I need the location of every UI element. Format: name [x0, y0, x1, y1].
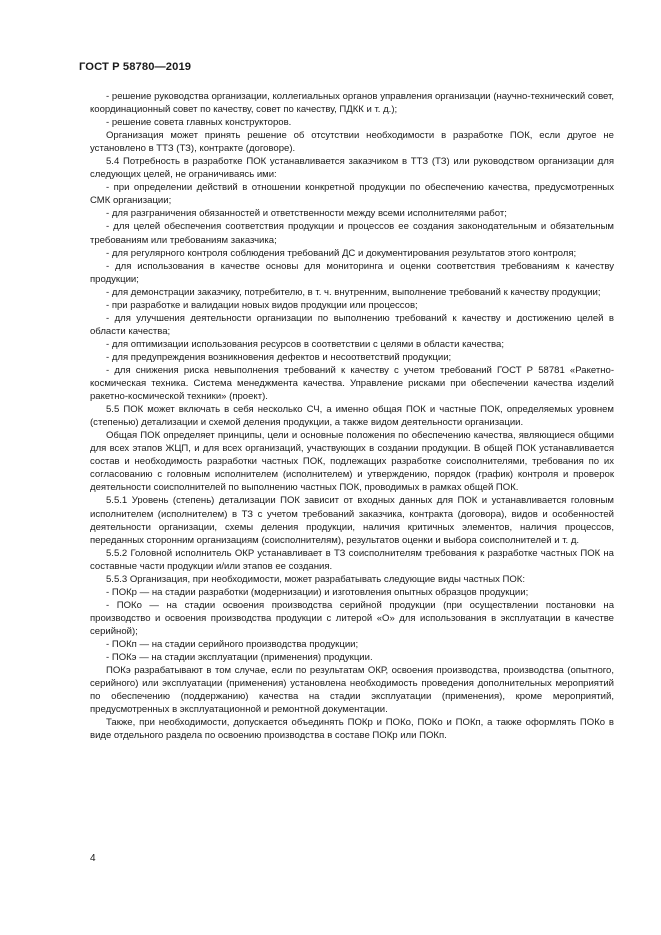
list-item: - ПОКп — на стадии серийного производства продукции;: [106, 638, 359, 650]
section-5-5-3: 5.5.3 Организация, при необходимости, может разрабатывать следующие виды частных ПОК:: [106, 573, 526, 585]
list-item: - при определении действий в отношении конкретной продукции по обеспечению качества, предусмотренных СМК организации;: [90, 182, 614, 207]
paragraph: - решение руководства организации, коллегиальных органов управления организации (научно-технический совет, координационный совет по качеству, совет по качеству, ПДКК и т. д.);: [90, 91, 614, 116]
list-item: - для демонстрации заказчику, потребителю, в т. ч. внутренним, выполнение требований к качеству продукции;: [106, 286, 601, 298]
list-item: - ПОКр — на стадии разработки (модернизации) и изготовления опытных образцов продукции;: [106, 586, 529, 598]
paragraph: - решение совета главных конструкторов.: [106, 117, 292, 129]
paragraph: Также, при необходимости, допускается объединять ПОКр и ПОКо, ПОКо и ПОКп, а также оформлять ПОКо в виде отдельного раздела по освоению производства в составе ПОКр или ПОКп.: [90, 717, 614, 742]
section-5-4: 5.4 Потребность в разработке ПОК устанавливается заказчиком в ТТЗ (ТЗ) или руководством организации для следующих целей, не ограничиваясь ими:: [90, 156, 614, 181]
list-item: - для снижения риска невыполнения требований к качеству с учетом требований ГОСТ Р 58781 «Ракетно-космическая техника. Система менеджмента качества. Управление рисками при обеспечении качества изделий ракетно-космической техники» (проект).: [90, 364, 614, 403]
document-body: [90, 90, 614, 742]
section-5-5: 5.5 ПОК может включать в себя несколько СЧ, а именно общая ПОК и частные ПОК, определяемых уровнем (степенью) детализации и схемой деления продукции, а также видом деятельности организации.: [90, 404, 614, 429]
list-item: - для улучшения деятельности организации по выполнению требований к качеству и достижению целей в области качества;: [90, 312, 614, 337]
standard-header: ГОСТ Р 58780—2019: [79, 61, 192, 73]
page-number: 4: [90, 853, 96, 864]
list-item: - для использования в качестве основы для мониторинга и оценки соответствия требованиям к качеству продукции;: [90, 260, 614, 285]
list-item: - для разграничения обязанностей и ответственности между всеми исполнителями работ;: [106, 208, 507, 220]
list-item: - для целей обеспечения соответствия продукции и процессов ее создания законодательным и обязательным требованиям или требованиям заказчика;: [90, 221, 614, 246]
list-item: - ПОКо — на стадии освоения производства серийной продукции (при осуществлении постановки на производство и освоения производства продукции с литерой «О» для использования в эксплуатации в качестве серийной);: [90, 599, 614, 637]
paragraph: ПОКэ разрабатывают в том случае, если по результатам ОКР, освоения производства, производства (опытного, серийного) или эксплуатации (применения) установлена необходимость проведения дополнительных мероприятий по обеспечению (поддержанию) качества на стадии эксплуатации (применения), кроме мероприятий, предусмотренных в эксплуатационной и ремонтной документации.: [90, 665, 614, 716]
list-item: - ПОКэ — на стадии эксплуатации (применения) продукции.: [106, 652, 373, 664]
list-item: - для предупреждения возникновения дефектов и несоответствий продукции;: [106, 351, 452, 363]
list-item: - для регулярного контроля соблюдения требований ДС и документирования результатов этого контроля;: [106, 247, 577, 259]
list-item: - при разработке и валидации новых видов продукции или процессов;: [106, 299, 418, 311]
paragraph: Организация может принять решение об отсутствии необходимости в разработке ПОК, если другое не установлено в ТТЗ (ТЗ), контракте (договоре).: [90, 130, 614, 155]
paragraph: Общая ПОК определяет принципы, цели и основные положения по обеспечению качества, являющиеся общими для всех этапов ЖЦП, и для всех организаций, участвующих в создании продукции. В общей ПОК устанавливается состав и необходимость разработки частных ПОК, подлежащих разработке соисполнителями, требования по их согласованию с головным исполнителем (исполнителем) и утверждению, порядок (график) контроля и проверок деятельности соисполнителей по выполнению частных ПОК, проводимых в рамках общей ПОК.: [90, 430, 614, 494]
section-5-5-2: 5.5.2 Головной исполнитель ОКР устанавливает в ТЗ соисполнителям требования к разработке частных ПОК на составные части продукции и/или этапов ее создания.: [90, 547, 614, 572]
list-item: - для оптимизации использования ресурсов в соответствии с целями в области качества;: [106, 338, 504, 350]
section-5-5-1: 5.5.1 Уровень (степень) детализации ПОК зависит от входных данных для ПОК и устанавливается головным исполнителем (исполнителем) в ТЗ с учетом требований заказчика, контракта (договора), видов и особенностей деятельности организации, схемы деления продукции, наличия критичных элементов, наличия процессов, переданных сторонним организациям (соисполнителям), результатов оценки и выбора соисполнителей и т. д.: [90, 495, 614, 546]
